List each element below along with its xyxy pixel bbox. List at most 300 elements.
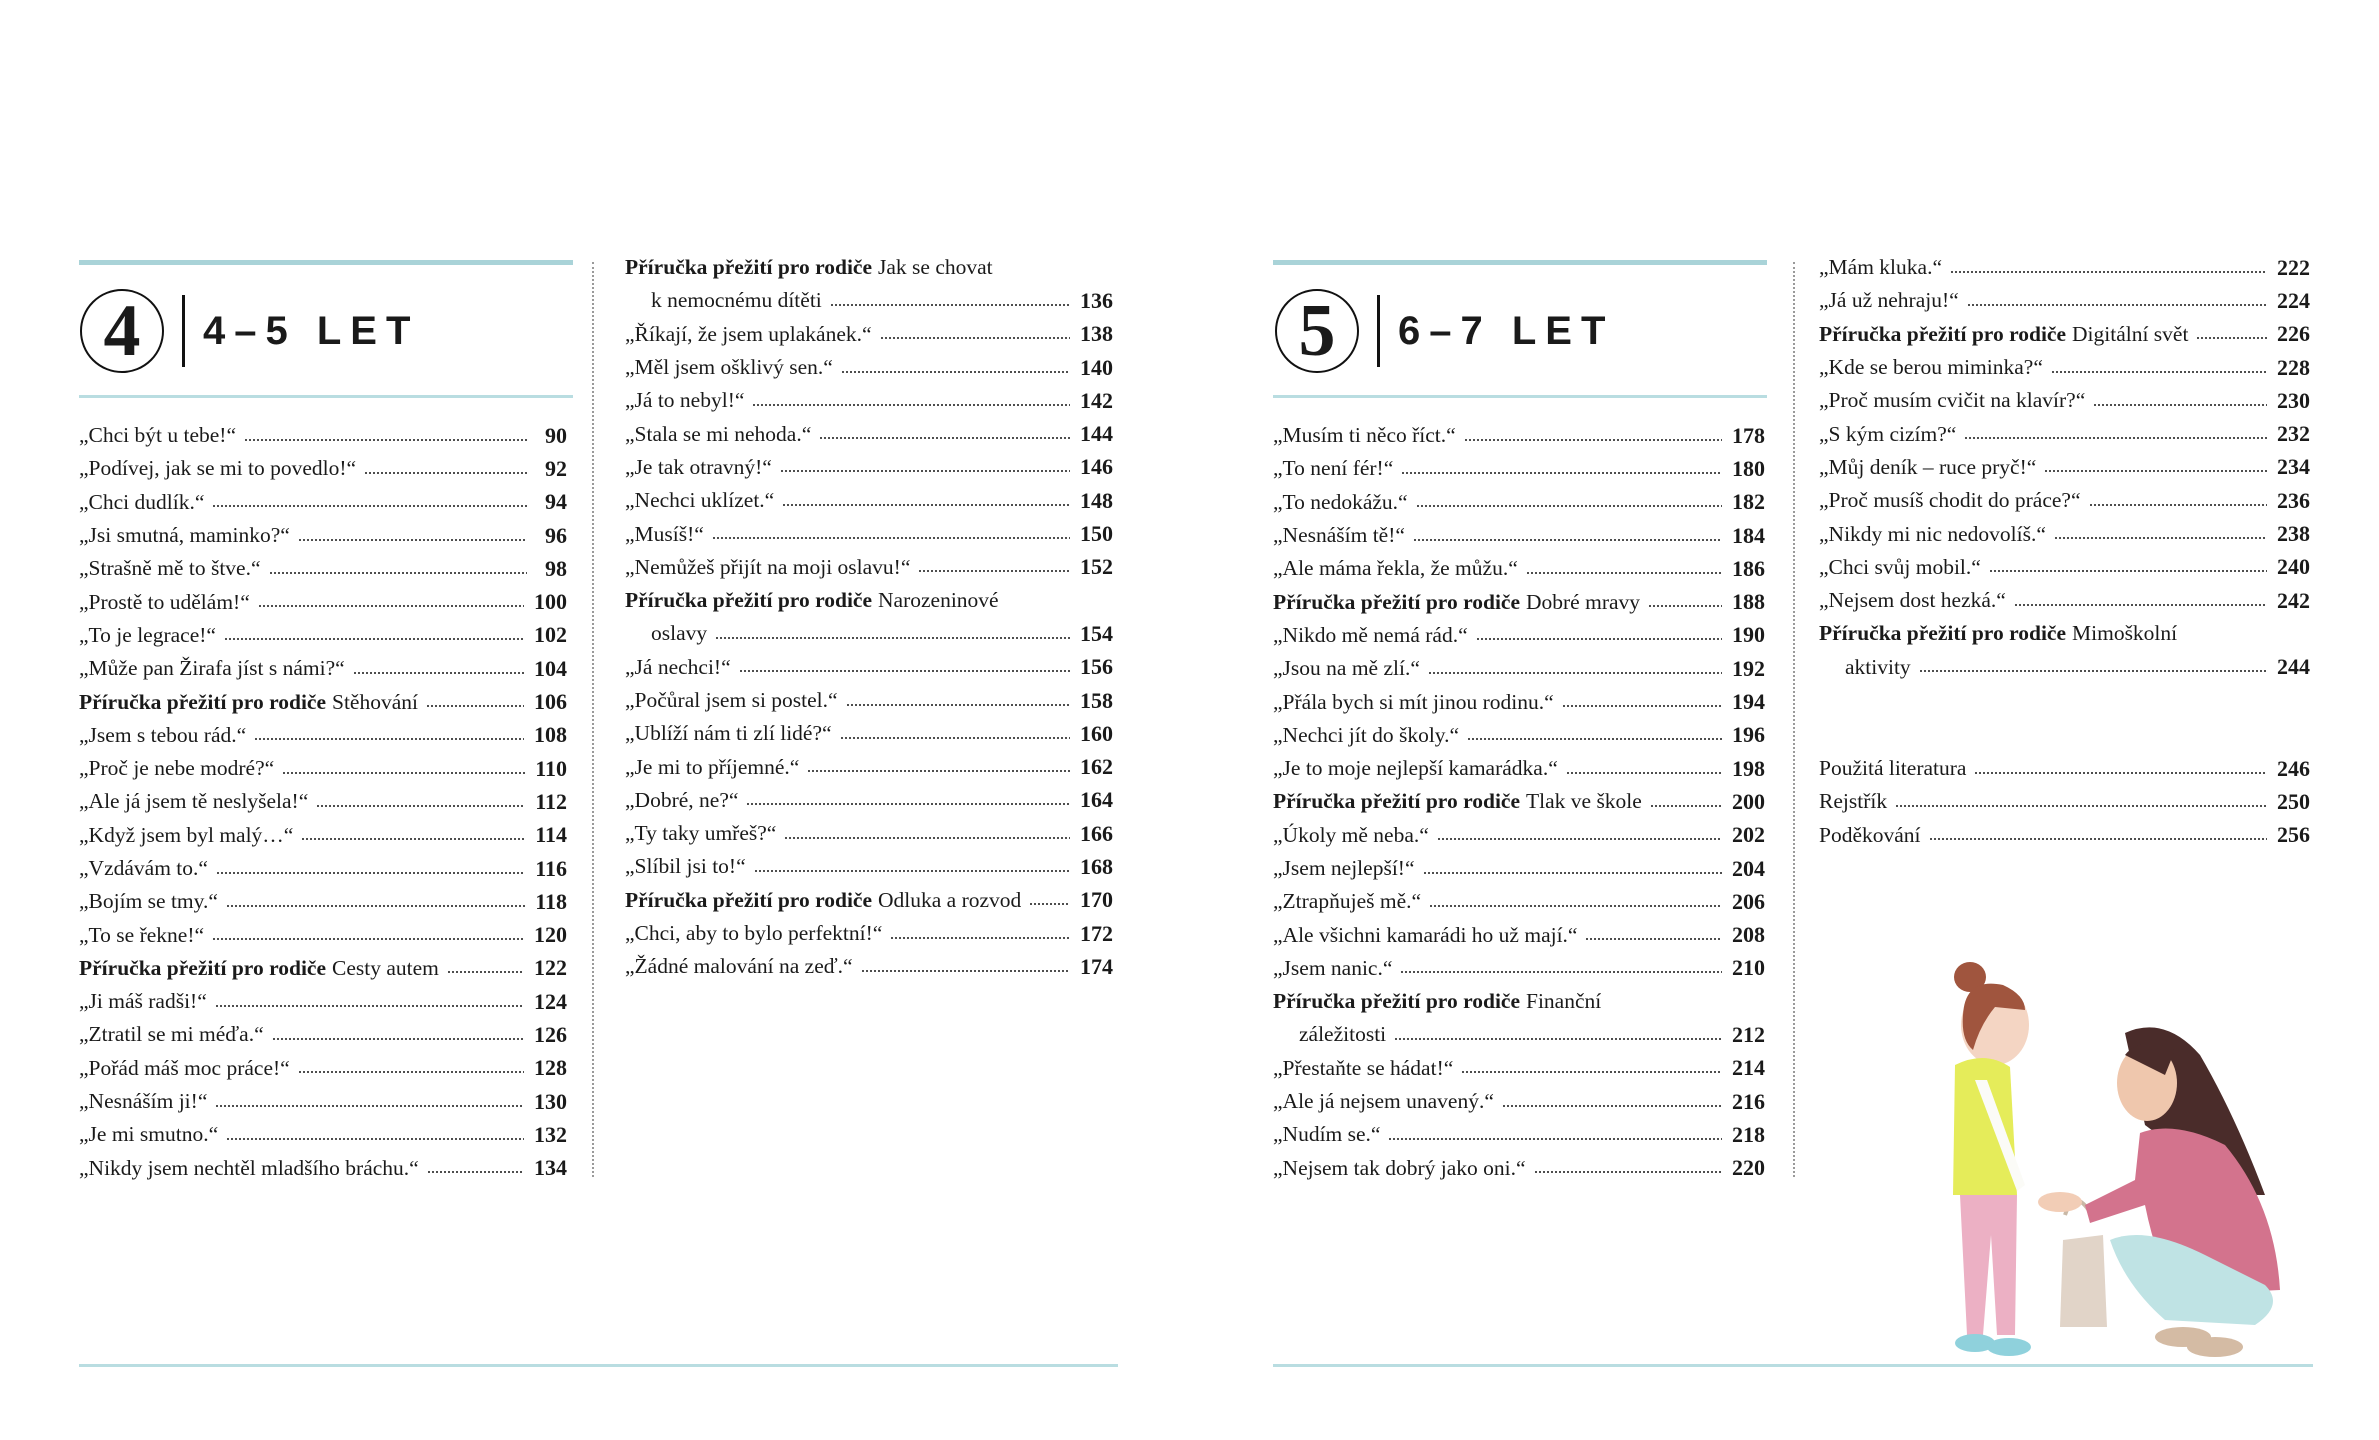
dot-leader: [1929, 837, 2267, 841]
toc-entry[interactable]: [625, 750, 1113, 783]
page-number: 238: [2277, 521, 2310, 547]
page-number: 250: [2277, 788, 2310, 814]
dot-leader: [2089, 503, 2268, 507]
page-number: 138: [1080, 321, 1113, 347]
toc-entry[interactable]: [1819, 417, 2310, 450]
page-number: 162: [1080, 754, 1113, 780]
page-number: 178: [1732, 422, 1765, 448]
toc-entry[interactable]: [625, 684, 1113, 717]
page-number: 96: [545, 522, 567, 548]
entry-title-continued: oslavy: [651, 621, 708, 646]
toc-entry[interactable]: [1819, 617, 2310, 650]
toc-entry[interactable]: [1819, 484, 2310, 517]
toc-entry[interactable]: [625, 517, 1113, 550]
toc-entry[interactable]: [79, 619, 567, 652]
entry-title: „Ale všichni kamarádi ho už mají.“: [1273, 922, 1578, 947]
entry-title: „Říkají, že jsem uplakánek.“: [625, 321, 872, 346]
toc-entry[interactable]: [1819, 318, 2310, 351]
divider-bar: [1377, 295, 1380, 367]
dot-leader: [353, 671, 524, 675]
entry-title: „Musím ti něco říct.“: [1273, 423, 1456, 448]
toc-entry[interactable]: [79, 452, 567, 485]
chapter-title: 4–5 LET: [203, 308, 420, 353]
page-number: 232: [2277, 421, 2310, 447]
toc-entry-continued[interactable]: [625, 617, 1113, 650]
page-number: 112: [535, 788, 567, 814]
toc-entry[interactable]: [1819, 351, 2310, 384]
dot-leader: [752, 403, 1070, 407]
entry-title: „Může pan Žirafa jíst s námi?“: [79, 656, 345, 681]
toc-entry[interactable]: [1819, 551, 2310, 584]
dot-leader: [1400, 970, 1722, 974]
page-number: 186: [1732, 555, 1765, 581]
toc-entry[interactable]: [625, 817, 1113, 850]
entry-title: „S kým cizím?“: [1819, 421, 1957, 446]
dot-leader: [1476, 637, 1722, 641]
toc-entry[interactable]: [79, 652, 567, 685]
toc-column-2: [625, 251, 1113, 984]
dot-leader: [298, 538, 527, 542]
toc-entry[interactable]: [79, 952, 567, 985]
dot-leader: [819, 436, 1070, 440]
entry-title: „To nedokážu.“: [1273, 489, 1408, 514]
page-number: 100: [534, 589, 567, 615]
column-divider: [592, 262, 594, 1177]
toc-entry[interactable]: [1273, 585, 1765, 618]
page-number: 198: [1732, 755, 1765, 781]
dot-leader: [840, 736, 1070, 740]
dot-leader: [1416, 504, 1722, 508]
page-number: 256: [2277, 822, 2310, 848]
dot-leader: [244, 438, 527, 442]
toc-entry[interactable]: [625, 950, 1113, 983]
page-number: 98: [545, 555, 567, 581]
toc-entry[interactable]: [1273, 452, 1765, 485]
toc-entry[interactable]: [1273, 785, 1765, 818]
entry-title: „Přestaňte se hádat!“: [1273, 1055, 1454, 1080]
entry-title: „Jsem s tebou rád.“: [79, 722, 247, 747]
page-number: 156: [1080, 654, 1113, 680]
chapter-header-4: [80, 286, 419, 376]
page-number: 108: [534, 722, 567, 748]
entry-title: „Chci být u tebe!“: [79, 423, 237, 448]
toc-entry[interactable]: [79, 852, 567, 885]
dot-leader: [1428, 671, 1722, 675]
page-number: 224: [2277, 287, 2310, 313]
toc-entry[interactable]: [625, 451, 1113, 484]
dot-leader: [216, 871, 525, 875]
toc-entry[interactable]: [79, 1152, 567, 1185]
page-number: 184: [1732, 522, 1765, 548]
entry-title: „Nikdy mi nic nedovolíš.“: [1819, 521, 2046, 546]
toc-entry[interactable]: [1273, 952, 1765, 985]
page-number: 142: [1080, 387, 1113, 413]
toc-entry[interactable]: [625, 651, 1113, 684]
chapter-number: 5: [1298, 290, 1336, 372]
toc-entry[interactable]: [1273, 719, 1765, 752]
entry-title: „Já to nebyl!“: [625, 388, 745, 413]
column-divider: [1793, 262, 1795, 1177]
toc-entry[interactable]: [1273, 985, 1765, 1018]
dot-leader: [782, 503, 1070, 507]
toc-entry[interactable]: [1273, 685, 1765, 718]
dot-leader: [447, 970, 524, 974]
entry-title: „Nudím se.“: [1273, 1122, 1381, 1147]
page-number: 190: [1732, 622, 1765, 648]
entry-prefix: Příručka přežití pro rodiče: [625, 588, 872, 613]
entry-title: Jak se chovat: [878, 255, 993, 280]
dot-leader: [1534, 1170, 1722, 1174]
entry-title: Poděkování: [1819, 822, 1921, 847]
page-number: 122: [534, 955, 567, 981]
entry-title: „Jsou na mě zlí.“: [1273, 656, 1420, 681]
dot-leader: [212, 504, 527, 508]
toc-entry[interactable]: [79, 785, 567, 818]
entry-title: „Mám kluka.“: [1819, 255, 1942, 280]
toc-entry[interactable]: [625, 251, 1113, 284]
toc-entry[interactable]: [79, 685, 567, 718]
entry-title: „Počůral jsem si postel.“: [625, 688, 838, 712]
toc-entry[interactable]: [1273, 1118, 1765, 1151]
toc-entry[interactable]: [1273, 1085, 1765, 1118]
page-number: 134: [534, 1155, 567, 1181]
dot-leader: [1989, 569, 2267, 573]
dot-leader: [880, 336, 1070, 340]
toc-entry[interactable]: [625, 384, 1113, 417]
toc-entry[interactable]: [79, 519, 567, 552]
dot-leader: [1974, 771, 2267, 775]
dot-leader: [861, 969, 1070, 973]
toc-entry[interactable]: [625, 584, 1113, 617]
page-number: 214: [1732, 1055, 1765, 1081]
entry-title: Odluka a rozvod: [878, 887, 1022, 912]
dot-leader: [2051, 370, 2267, 374]
dot-leader: [1423, 871, 1723, 875]
page-number: 110: [535, 755, 567, 781]
toc-entry[interactable]: [1273, 519, 1765, 552]
page-number: 140: [1080, 354, 1113, 380]
page-number: 152: [1080, 554, 1113, 580]
toc-entry[interactable]: [1819, 517, 2310, 550]
dot-leader: [224, 637, 524, 641]
toc-entry[interactable]: [79, 1018, 567, 1051]
page-number: 132: [534, 1121, 567, 1147]
entry-title: „Ty taky umřeš?“: [625, 821, 777, 846]
page-number: 220: [1732, 1155, 1765, 1181]
entry-title: „Proč je nebe modré?“: [79, 756, 275, 781]
page-number: 174: [1080, 953, 1113, 979]
entry-prefix: Příručka přežití pro rodiče: [1819, 321, 2066, 346]
dot-leader: [282, 771, 525, 775]
entry-title: „Je mi to příjemné.“: [625, 754, 800, 779]
page-number: 136: [1080, 287, 1113, 313]
entry-title: „Podívej, jak se mi to povedlo!“: [79, 456, 357, 481]
page-number: 212: [1732, 1021, 1765, 1047]
entry-title: „Prostě to udělám!“: [79, 589, 250, 614]
dot-leader: [215, 1104, 524, 1108]
toc-entry[interactable]: [625, 884, 1113, 917]
bottom-rule: [79, 1364, 1118, 1367]
entry-title: „Ale já nejsem unavený.“: [1273, 1089, 1494, 1114]
entry-title: „Jsem nejlepší!“: [1273, 856, 1415, 880]
toc-entry[interactable]: [79, 486, 567, 519]
toc-entry[interactable]: [79, 1085, 567, 1118]
page-number: 208: [1732, 922, 1765, 948]
dot-leader: [841, 370, 1070, 374]
toc-column-4: [1819, 251, 2310, 684]
entry-prefix: Příručka přežití pro rodiče: [625, 887, 872, 912]
header-rule: [1273, 395, 1767, 398]
page-number: 158: [1080, 687, 1113, 713]
toc-entry[interactable]: [1273, 819, 1765, 852]
entry-title: „Můj deník – ruce pryč!“: [1819, 454, 2037, 479]
dot-leader: [1648, 604, 1722, 608]
toc-entry[interactable]: [625, 484, 1113, 517]
entry-title: „Ublíží nám ti zlí lidé?“: [625, 721, 832, 746]
header-rule: [79, 395, 573, 398]
entry-title: „Přála bych si mít jinou rodinu.“: [1273, 689, 1554, 714]
toc-entry[interactable]: [79, 1118, 567, 1151]
entry-title: „To se řekne!“: [79, 922, 205, 947]
toc-entry[interactable]: [1273, 918, 1765, 951]
toc-entry[interactable]: [79, 752, 567, 785]
page-number: 124: [534, 988, 567, 1014]
dot-leader: [301, 837, 525, 841]
toc-entry-continued[interactable]: [625, 284, 1113, 317]
toc-entry[interactable]: [1273, 552, 1765, 585]
toc-entry[interactable]: [79, 719, 567, 752]
toc-entry[interactable]: [1819, 451, 2310, 484]
dot-leader: [272, 1037, 524, 1041]
dot-leader: [1562, 704, 1722, 708]
toc-entry[interactable]: [1273, 1152, 1765, 1185]
toc-entry[interactable]: [1273, 1052, 1765, 1085]
dot-leader: [298, 1070, 524, 1074]
entry-prefix: Příručka přežití pro rodiče: [1273, 989, 1520, 1014]
page-number: 244: [2277, 654, 2310, 680]
entry-title: „Je to moje nejlepší kamarádka.“: [1273, 756, 1558, 781]
page-number: 120: [534, 922, 567, 948]
toc-entry[interactable]: [79, 819, 567, 852]
dot-leader: [1502, 1104, 1722, 1108]
dot-leader: [1437, 837, 1722, 841]
entry-title: „Je mi smutno.“: [79, 1122, 219, 1147]
dot-leader: [1461, 1070, 1722, 1074]
entry-title: „Vzdávám to.“: [79, 856, 208, 880]
page-number: 102: [534, 622, 567, 648]
toc-entry[interactable]: [1273, 419, 1765, 452]
page-number: 234: [2277, 454, 2310, 480]
dot-leader: [846, 703, 1070, 707]
toc-entry[interactable]: [1819, 819, 2310, 852]
entry-title: Rejstřík: [1819, 789, 1888, 814]
entry-title: „Nechci uklízet.“: [625, 488, 775, 513]
toc-entry[interactable]: [79, 419, 567, 452]
entry-title: „Chci dudlík.“: [79, 489, 205, 514]
page-number: 146: [1080, 454, 1113, 480]
page-number: 196: [1732, 722, 1765, 748]
entry-title: „Kde se berou miminka?“: [1819, 355, 2043, 380]
entry-title-continued: k nemocnému dítěti: [651, 288, 822, 313]
page-number: 170: [1080, 887, 1113, 913]
toc-entry[interactable]: [625, 318, 1113, 351]
page-number: 226: [2277, 321, 2310, 347]
page-number: 114: [535, 822, 567, 848]
page-number: 240: [2277, 554, 2310, 580]
dot-leader: [780, 469, 1070, 473]
dot-leader: [1895, 804, 2267, 808]
entry-title: „Ale máma řekla, že můžu.“: [1273, 556, 1518, 581]
chapter-title: 6–7 LET: [1398, 308, 1615, 353]
dot-leader: [1967, 303, 2267, 307]
dot-leader: [1467, 737, 1722, 741]
page-number: 182: [1732, 489, 1765, 515]
dot-leader: [712, 536, 1070, 540]
entry-title: „Proč musíš chodit do práce?“: [1819, 488, 2081, 513]
entry-prefix: Příručka přežití pro rodiče: [1273, 589, 1520, 614]
top-rule: [79, 260, 573, 265]
entry-title: „Měl jsem ošklivý sen.“: [625, 355, 833, 380]
dot-leader: [830, 303, 1070, 307]
entry-prefix: Příručka přežití pro rodiče: [1819, 621, 2066, 646]
divider-bar: [182, 295, 185, 367]
toc-entry[interactable]: [79, 985, 567, 1018]
dot-leader: [427, 1170, 524, 1174]
dot-leader: [364, 471, 527, 475]
dot-leader: [215, 1004, 524, 1008]
toc-entry[interactable]: [1819, 284, 2310, 317]
entry-title: Digitální svět: [2072, 321, 2189, 346]
entry-prefix: Příručka přežití pro rodiče: [79, 689, 326, 714]
entry-title: „Nechci jít do školy.“: [1273, 722, 1460, 747]
entry-title: „Nesnáším tě!“: [1273, 523, 1405, 548]
page-number: 216: [1732, 1088, 1765, 1114]
toc-entry[interactable]: [625, 551, 1113, 584]
dot-leader: [212, 937, 524, 941]
chapter-number-circle: [1275, 289, 1359, 373]
entry-title: „Nejsem dost hezká.“: [1819, 588, 2006, 613]
page-number: 92: [545, 455, 567, 481]
page-number: 94: [545, 489, 567, 515]
entry-title: „Chci, aby to bylo perfektní!“: [625, 921, 883, 946]
page-number: 104: [534, 655, 567, 681]
entry-title: „Dobré, ne?“: [625, 787, 739, 812]
page-number: 172: [1080, 920, 1113, 946]
dot-leader: [1919, 669, 2267, 673]
toc-entry[interactable]: [1819, 384, 2310, 417]
page-number: 206: [1732, 888, 1765, 914]
entry-title: Použitá literatura: [1819, 756, 1967, 781]
toc-column-1: [79, 419, 567, 1185]
entry-prefix: Příručka přežití pro rodiče: [1273, 789, 1520, 814]
toc-entry[interactable]: [625, 717, 1113, 750]
dot-leader: [1950, 270, 2267, 274]
entry-title: „Žádné malování na zeď.“: [625, 954, 853, 979]
entry-title: „Ale já jsem tě neslyšela!“: [79, 789, 309, 814]
entry-title: Dobré mravy: [1526, 589, 1641, 614]
toc-entry[interactable]: [1819, 752, 2310, 785]
dot-leader: [890, 936, 1070, 940]
entry-title: „To je legrace!“: [79, 622, 216, 647]
entry-title: „Jsem nanic.“: [1273, 955, 1393, 980]
dot-leader: [1526, 571, 1722, 575]
page-number: 116: [535, 855, 567, 881]
page-number: 200: [1732, 788, 1765, 814]
dot-leader: [254, 737, 524, 741]
toc-entry[interactable]: [1273, 885, 1765, 918]
dot-leader: [258, 604, 524, 608]
dot-leader: [1464, 438, 1722, 442]
page-number: 128: [534, 1055, 567, 1081]
toc-entry[interactable]: [1819, 785, 2310, 818]
toc-entry-continued[interactable]: [1273, 1018, 1765, 1051]
dot-leader: [426, 704, 524, 708]
page-number: 126: [534, 1021, 567, 1047]
page-number: 166: [1080, 820, 1113, 846]
dot-leader: [226, 1137, 524, 1141]
toc-entry[interactable]: [1273, 852, 1765, 885]
toc-entry[interactable]: [625, 417, 1113, 450]
toc-entry[interactable]: [625, 784, 1113, 817]
dot-leader: [739, 669, 1070, 673]
toc-entry[interactable]: [625, 351, 1113, 384]
entry-title: „Strašně mě to štve.“: [79, 556, 261, 581]
dot-leader: [269, 571, 527, 575]
entry-prefix: Příručka přežití pro rodiče: [79, 955, 326, 980]
toc-entry[interactable]: [79, 552, 567, 585]
toc-entry[interactable]: [79, 585, 567, 618]
dot-leader: [2014, 603, 2267, 607]
dot-leader: [316, 804, 525, 808]
entry-title: „Nejsem tak dobrý jako oni.“: [1273, 1155, 1526, 1180]
dot-leader: [807, 769, 1070, 773]
toc-entry[interactable]: [79, 885, 567, 918]
dot-leader: [1388, 1137, 1722, 1141]
toc-entry[interactable]: [1273, 752, 1765, 785]
chapter-header-5: [1275, 286, 1614, 376]
toc-entry[interactable]: [79, 918, 567, 951]
toc-entry-continued[interactable]: [1819, 651, 2310, 684]
entry-title: „Já už nehraju!“: [1819, 288, 1959, 313]
toc-entry[interactable]: [1273, 652, 1765, 685]
page-number: 160: [1080, 720, 1113, 746]
page-number: 204: [1732, 855, 1765, 881]
chapter-number-circle: [80, 289, 164, 373]
page-number: 242: [2277, 587, 2310, 613]
toc-entry[interactable]: [1273, 619, 1765, 652]
toc-entry[interactable]: [625, 850, 1113, 883]
page-number: 106: [534, 689, 567, 715]
entry-title: „Jsi smutná, maminko?“: [79, 523, 290, 548]
page-number: 194: [1732, 689, 1765, 715]
entry-title: „Pořád máš moc práce!“: [79, 1055, 290, 1080]
toc-entry[interactable]: [1819, 251, 2310, 284]
mother-daughter-illustration: [1925, 955, 2305, 1365]
page-number: 228: [2277, 354, 2310, 380]
toc-entry[interactable]: [625, 917, 1113, 950]
toc-entry[interactable]: [1819, 584, 2310, 617]
entry-title: „Slíbil jsi to!“: [625, 854, 746, 879]
page-number: 164: [1080, 787, 1113, 813]
toc-entry[interactable]: [1273, 486, 1765, 519]
dot-leader: [715, 636, 1070, 640]
toc-entry[interactable]: [79, 1052, 567, 1085]
page-number: 202: [1732, 822, 1765, 848]
entry-title: „Chci svůj mobil.“: [1819, 554, 1981, 579]
dot-leader: [1566, 771, 1722, 775]
page-number: 188: [1732, 589, 1765, 615]
entry-title: Mimoškolní: [2072, 621, 2178, 646]
